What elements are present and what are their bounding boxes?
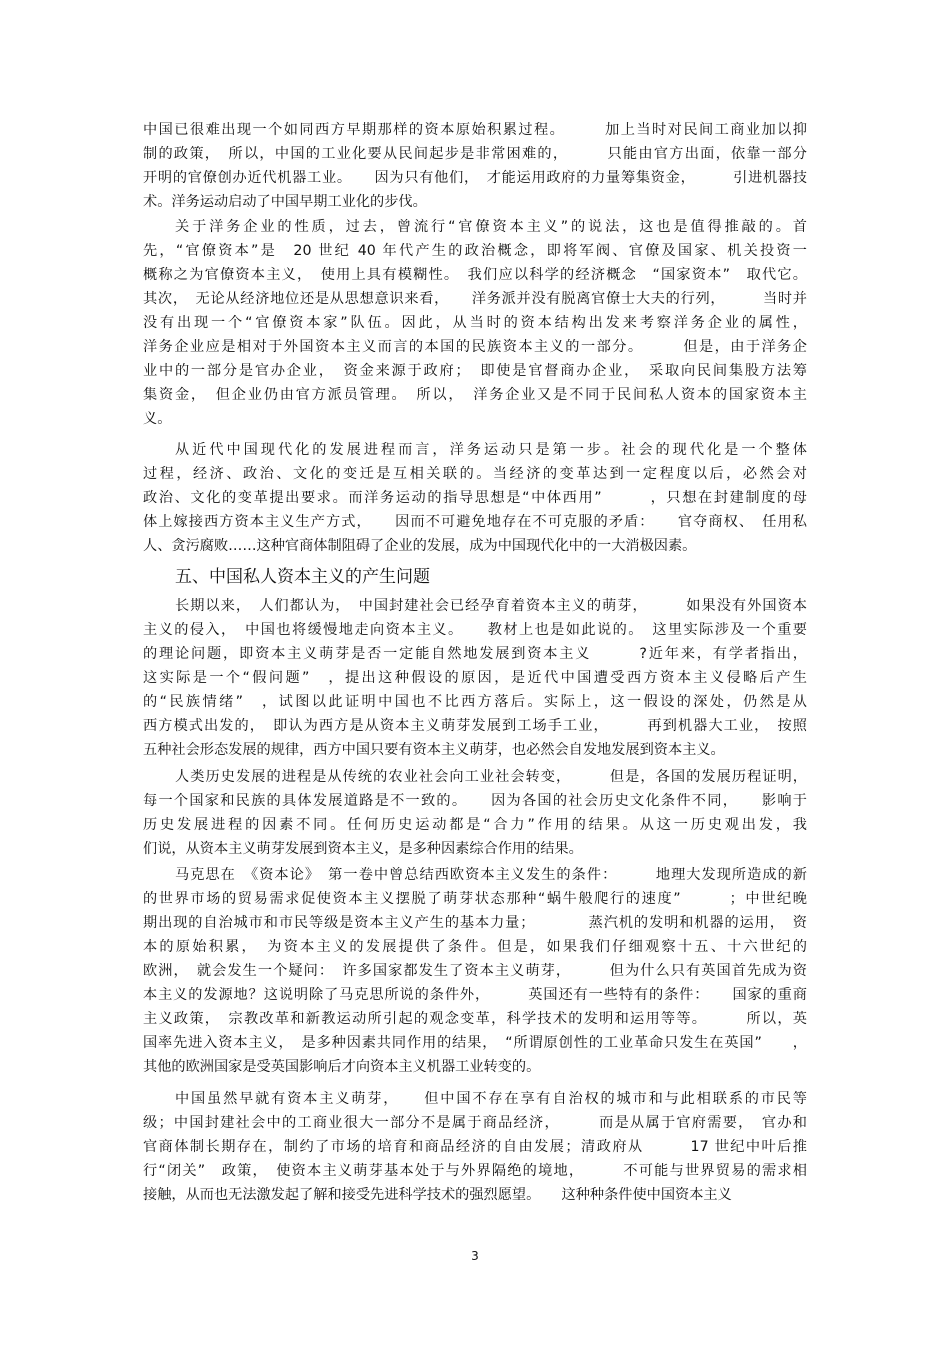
text-line: 政治、文化的变革提出要求。而洋务运动的指导思想是“中体西用” ，只想在封建制度的母 bbox=[143, 490, 807, 506]
text-line: 先，“官僚资本”是 20 世纪 40 年代产生的政治概念，即将军阀、官僚及国家、机关投资一 bbox=[143, 243, 807, 259]
section-heading: 五、中国私人资本主义的产生问题 bbox=[175, 567, 430, 587]
text-line: 人类历史发展的进程是从传统的农业社会向工业社会转变， 但是，各国的发展历程证明， bbox=[175, 769, 807, 785]
text-line: 的理论问题，即资本主义萌芽是否一定能自然地发展到资本主义 ?近年来，有学者指出， bbox=[143, 646, 807, 662]
text-line: 们说，从资本主义萌芽发展到资本主义，是多种因素综合作用的结果。 bbox=[143, 841, 583, 857]
text-line: 概称之为官僚资本主义， 使用上具有模糊性。 我们应以科学的经济概念 “国家资本” 取代它。 bbox=[143, 267, 807, 283]
text-line: 业中的一部分是官办企业， 资金来源于政府； 即使是官督商办企业， 采取向民间集股方法筹 bbox=[143, 363, 807, 379]
text-line: 人、贪污腐败……这种官商体制阻碍了企业的发展，成为中国现代化中的一大消极因素。 bbox=[143, 538, 697, 554]
text-line: 级；中国封建社会中的工商业很大一部分不是属于商品经济， 而是从属于官府需要， 官办和 bbox=[143, 1115, 807, 1131]
text-line: 马克思在 《资本论》 第一卷中曾总结西欧资本主义发生的条件： 地理大发现所造成的新 bbox=[175, 867, 807, 883]
text-line: 长期以来， 人们都认为， 中国封建社会已经孕育着资本主义的萌芽， 如果没有外国资本 bbox=[175, 598, 807, 614]
text-line: 的“民族情绪” ，试图以此证明中国也不比西方落后。实际上，这一假设的深处，仍然是从 bbox=[143, 694, 807, 710]
text-line: 西方模式出发的， 即认为西方是从资本主义萌芽发展到工场手工业， 再到机器大工业， 按照 bbox=[143, 718, 807, 734]
text-line: 其他的欧洲国家是受英国影响后才向资本主义机器工业转变的。 bbox=[143, 1059, 541, 1075]
text-line: 主义的侵入， 中国也将缓慢地走向资本主义。 教材上也是如此说的。 这里实际涉及一个重要 bbox=[143, 622, 807, 638]
text-line: 过程，经济、政治、文化的变迁是互相关联的。当经济的变革达到一定程度以后，必然会对 bbox=[143, 466, 807, 482]
text-line: 五种社会形态发展的规律，西方中国只要有资本主义萌芽，也必然会自发地发展到资本主义。 bbox=[143, 742, 725, 758]
text-line: 中国已很难出现一个如同西方早期那样的资本原始积累过程。 加上当时对民间工商业加以抑 bbox=[143, 122, 807, 138]
text-line: 主义政策， 宗教改革和新教运动所引起的观念变革，科学技术的发明和运用等等。 所以，英 bbox=[143, 1011, 807, 1027]
text-line: 每一个国家和民族的具体发展道路是不一致的。 因为各国的社会历史文化条件不同， 影响于 bbox=[143, 793, 807, 809]
text-line: 洋务企业应是相对于外国资本主义而言的本国的民族资本主义的一部分。 但是，由于洋务企 bbox=[143, 339, 807, 355]
text-line: 官商体制长期存在，制约了市场的培育和商品经济的自由发展；清政府从 17 世纪中叶后推 bbox=[143, 1139, 807, 1155]
text-line: 其次， 无论从经济地位还是从思想意识来看， 洋务派并没有脱离官僚士大夫的行列， 当时并 bbox=[143, 291, 807, 307]
text-line: 开明的官僚创办近代机器工业。 因为只有他们， 才能运用政府的力量筹集资金， 引进机器技 bbox=[143, 170, 807, 186]
text-line: 本主义的发源地？这说明除了马克思所说的条件外， 英国还有一些特有的条件： 国家的重商 bbox=[143, 987, 807, 1003]
text-line: 本的原始积累， 为资本主义的发展提供了条件。但是，如果我们仔细观察十五、十六世纪的 bbox=[143, 939, 807, 955]
text-line: 没有出现一个“官僚资本家”队伍。因此，从当时的资本结构出发来考察洋务企业的属性， bbox=[143, 315, 807, 331]
text-line: 国率先进入资本主义， 是多种因素共同作用的结果， “所谓原创性的工业革命只发生在英国” ， bbox=[143, 1035, 807, 1051]
text-line: 这实际是一个“假问题” ，提出这种假设的原因，是近代中国遭受西方资本主义侵略后产生 bbox=[143, 670, 807, 686]
text-line: 义。 bbox=[143, 411, 172, 427]
text-line: 体上嫁接西方资本主义生产方式， 因而不可避免地存在不可克服的矛盾： 官夺商权、 任用私 bbox=[143, 514, 807, 530]
text-line: 的世界市场的贸易需求促使资本主义摆脱了萌芽状态那种“蜗牛般爬行的速度” ；中世纪晚 bbox=[143, 891, 807, 907]
text-line: 集资金， 但企业仍由官方派员管理。 所以， 洋务企业又是不同于民间私人资本的国家资本主 bbox=[143, 387, 807, 403]
text-line: 历史发展进程的因素不同。任何历史运动都是“合力”作用的结果。从这一历史观出发，我 bbox=[143, 817, 807, 833]
text-line: 中国虽然早就有资本主义萌芽， 但中国不存在享有自治权的城市和与此相联系的市民等 bbox=[175, 1091, 807, 1107]
text-line: 关于洋务企业的性质，过去，曾流行“官僚资本主义”的说法，这也是值得推敲的。首 bbox=[175, 219, 807, 235]
text-line: 从近代中国现代化的发展进程而言，洋务运动只是第一步。社会的现代化是一个整体 bbox=[175, 442, 807, 458]
page-number: 3 bbox=[471, 1249, 479, 1263]
text-line: 期出现的自治城市和市民等级是资本主义产生的基本力量； 蒸汽机的发明和机器的运用， 资 bbox=[143, 915, 807, 931]
text-line: 行“闭关” 政策， 使资本主义萌芽基本处于与外界隔绝的境地， 不可能与世界贸易的需求相 bbox=[143, 1163, 807, 1179]
text-line: 术。洋务运动启动了中国早期工业化的步伐。 bbox=[143, 194, 427, 210]
text-line: 接触，从而也无法激发起了解和接受先进科学技术的强烈愿望。 这种种条件使中国资本主义 bbox=[143, 1187, 732, 1203]
text-line: 制的政策， 所以，中国的工业化要从民间起步是非常困难的， 只能由官方出面，依靠一部分 bbox=[143, 146, 807, 162]
text-line: 欧洲， 就会发生一个疑问： 许多国家都发生了资本主义萌芽， 但为什么只有英国首先成为资 bbox=[143, 963, 807, 979]
